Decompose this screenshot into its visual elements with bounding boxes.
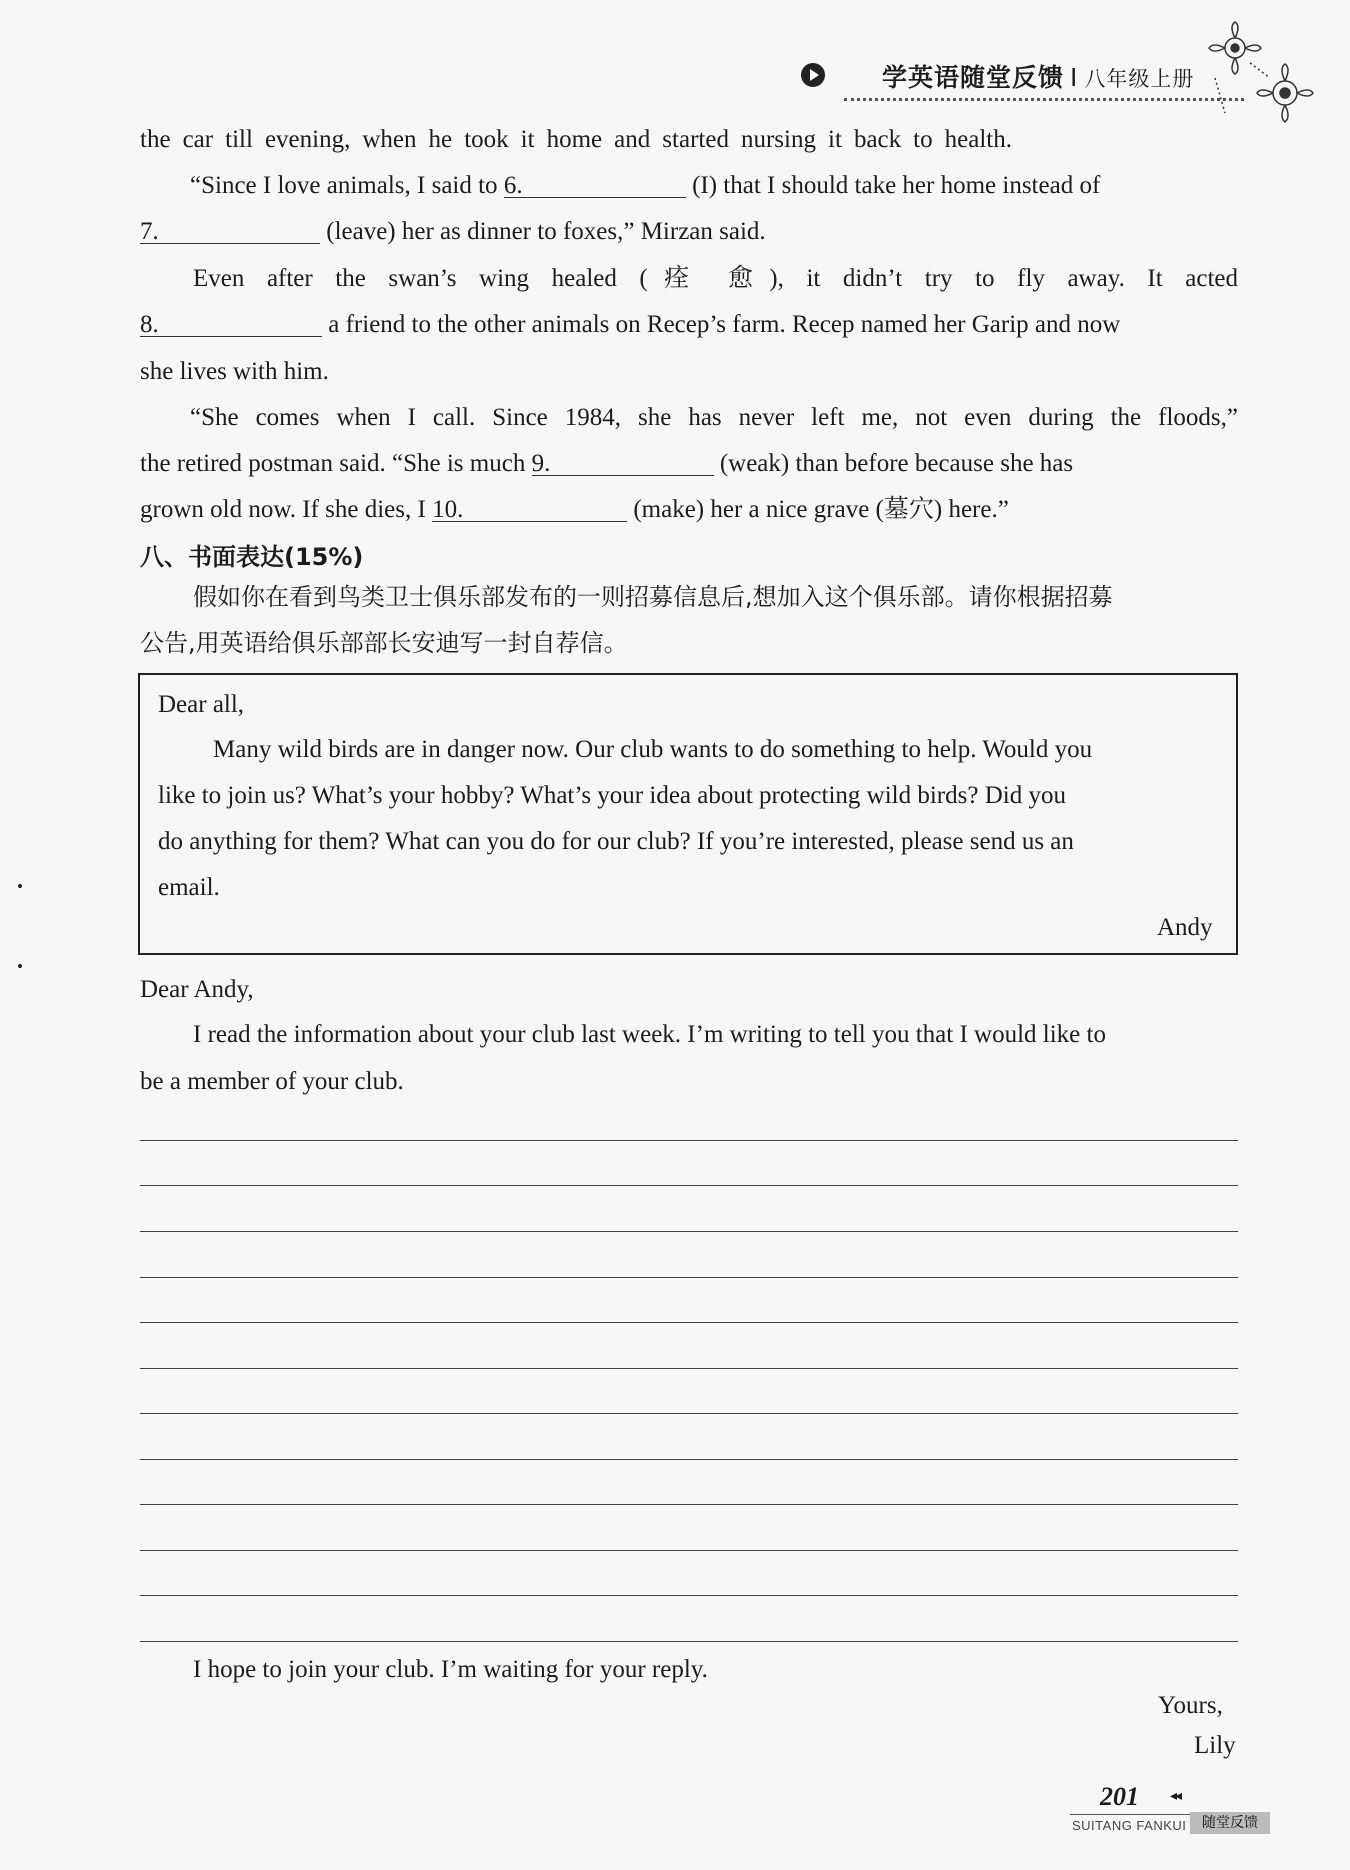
writing-line[interactable] <box>140 1185 1238 1186</box>
passage-line: Even after the swan’s wing healed (痊 愈), it didn’t try to fly away. It acted <box>193 265 1238 292</box>
passage-line: “Since I love animals, I said to 6. (I) that I should take her home instead of <box>190 172 1101 199</box>
writing-line[interactable] <box>140 1641 1238 1642</box>
answer-blank-6[interactable]: 6. <box>504 171 686 198</box>
passage-line: “She comes when I call. Since 1984, she has never left me, not even during the floods,” <box>190 404 1238 431</box>
letter-signature: Lily <box>1194 1732 1236 1759</box>
writing-line[interactable] <box>140 1413 1238 1414</box>
letter-line: I read the information about your club last week. I’m writing to tell you that I would like to <box>193 1021 1106 1048</box>
footer-badge: 随堂反馈 <box>1190 1812 1270 1834</box>
writing-line[interactable] <box>140 1368 1238 1369</box>
instruction-text: 公告,用英语给俱乐部部长安迪写一封自荐信。 <box>140 629 628 657</box>
writing-line[interactable] <box>140 1550 1238 1551</box>
letter-closing-line: I hope to join your club. I’m waiting for your reply. <box>193 1656 708 1683</box>
passage-line: the retired postman said. “She is much 9. (weak) than before because she has <box>140 450 1074 477</box>
notice-line: like to join us? What’s your hobby? What’s your idea about protecting wild birds? Did you <box>158 782 1066 809</box>
passage-line: grown old now. If she dies, I 10. (make) her a nice grave (墓穴) here.” <box>140 496 1009 523</box>
page-number: 201 <box>1100 1782 1139 1811</box>
writing-line[interactable] <box>140 1459 1238 1460</box>
header-title: 学英语随堂反馈 I 八年级上册 <box>882 63 1195 92</box>
notice-line: do anything for them? What can you do for our club? If you’re interested, please send us an <box>158 828 1074 855</box>
letter-greeting: Dear Andy, <box>140 976 254 1003</box>
answer-blank-9[interactable]: 9. <box>532 449 714 476</box>
passage-line: she lives with him. <box>140 358 329 385</box>
footer-series: SUITANG FANKUI <box>1072 1818 1187 1833</box>
scan-dot <box>18 964 22 968</box>
answer-blank-7[interactable]: 7. <box>140 217 320 244</box>
answer-blank-8[interactable]: 8. <box>140 310 322 337</box>
writing-line[interactable] <box>140 1322 1238 1323</box>
recruitment-notice-box <box>138 673 1238 955</box>
writing-line[interactable] <box>140 1231 1238 1232</box>
scan-dot <box>18 884 22 888</box>
page-header <box>800 58 1240 108</box>
notice-signature: Andy <box>1157 914 1213 941</box>
section-title: 八、书面表达(15%) <box>140 543 364 571</box>
writing-line[interactable] <box>140 1595 1238 1596</box>
letter-sign-off: Yours, <box>1158 1692 1223 1719</box>
header-dotted-rule <box>844 98 1244 101</box>
passage-line: 8. a friend to the other animals on Recep’s farm. Recep named her Garip and now <box>140 311 1121 338</box>
answer-blank-10[interactable]: 10. <box>432 495 627 522</box>
writing-line[interactable] <box>140 1504 1238 1505</box>
play-icon <box>800 62 826 88</box>
passage-line: the car till evening, when he took it home and started nursing it back to health. <box>140 126 1012 153</box>
letter-line: be a member of your club. <box>140 1068 404 1095</box>
notice-line: email. <box>158 874 220 901</box>
writing-line[interactable] <box>140 1277 1238 1278</box>
arrow-left-icon: ◂◂ <box>1170 1789 1181 1804</box>
instruction-text: 假如你在看到鸟类卫士俱乐部发布的一则招募信息后,想加入这个俱乐部。请你根据招募 <box>193 583 1113 611</box>
passage-line: 7. (leave) her as dinner to foxes,” Mirzan said. <box>140 218 766 245</box>
notice-greeting: Dear all, <box>158 691 245 718</box>
flower-decoration-icon <box>1195 18 1325 138</box>
writing-line[interactable] <box>140 1140 1238 1141</box>
notice-line: Many wild birds are in danger now. Our club wants to do something to help. Would you <box>213 736 1093 763</box>
